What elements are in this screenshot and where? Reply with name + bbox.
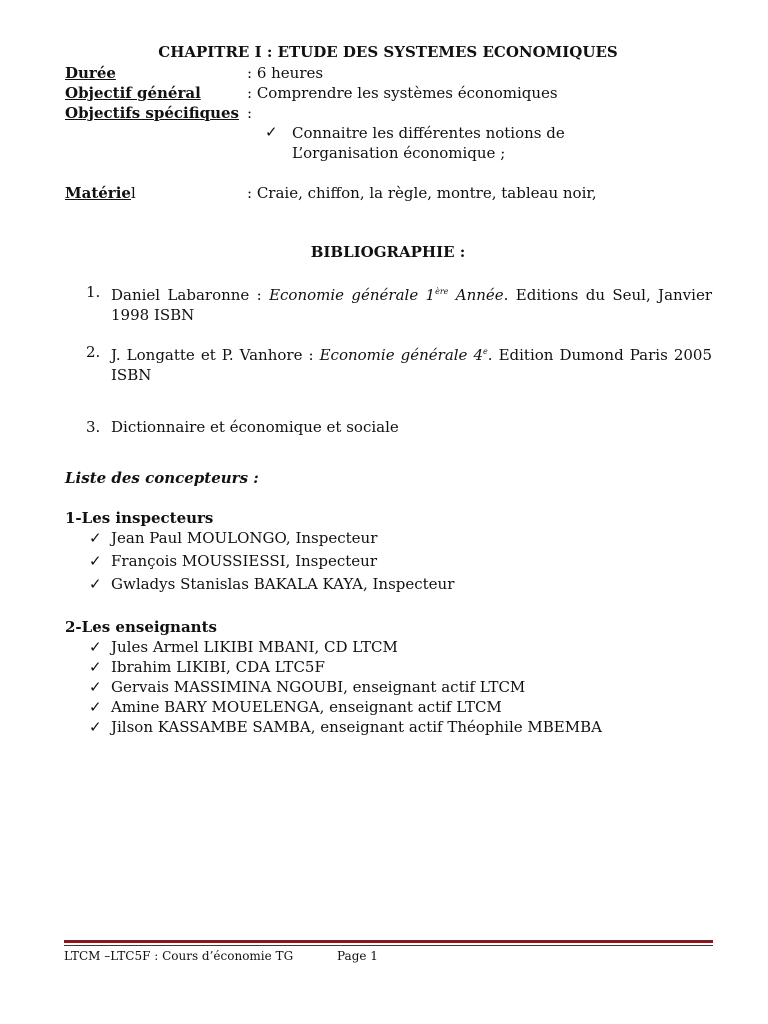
checkmark-icon: ✓ bbox=[89, 575, 102, 593]
specific-objective-line-2: L’organisation économique ; bbox=[292, 144, 506, 162]
field-value: : Comprendre les systèmes économiques bbox=[247, 84, 558, 102]
field-duree bbox=[65, 63, 715, 83]
teachers-heading: 2-Les enseignants bbox=[65, 618, 217, 636]
field-label: Objectifs spécifiques bbox=[65, 104, 240, 122]
item-work-end: Année bbox=[448, 286, 504, 304]
list-item bbox=[89, 528, 377, 548]
list-item-text: Ibrahim LIKIBI, CDA LTC5F bbox=[111, 658, 325, 676]
footer-rule-thick bbox=[64, 940, 713, 943]
field-label bbox=[65, 183, 136, 203]
inspectors-heading: 1-Les inspecteurs bbox=[65, 509, 214, 527]
item-text: Dictionnaire et économique et sociale bbox=[111, 418, 399, 436]
checkmark-icon: ✓ bbox=[89, 698, 102, 716]
item-rest: . Editions du Seul, Janvier 1998 ISBN bbox=[111, 286, 712, 324]
field-value: : Craie, chiffon, la règle, montre, tableau noir, bbox=[247, 184, 597, 202]
footer-text: LTCM –LTC5F : Cours d’économie TG bbox=[64, 949, 294, 963]
item-work-title: Economie générale 1 bbox=[269, 286, 436, 304]
item-work-sup: e bbox=[483, 347, 488, 356]
list-item-text: Jean Paul MOULONGO, Inspecteur bbox=[111, 529, 378, 547]
bibliography-title: BIBLIOGRAPHIE : bbox=[310, 243, 466, 261]
footer-rule-thin bbox=[64, 945, 713, 946]
designers-title: Liste des concepteurs : bbox=[65, 469, 259, 487]
specific-objective-line-1: Connaitre les différentes notions de bbox=[292, 124, 565, 142]
list-item bbox=[89, 717, 602, 737]
list-item-text: François MOUSSIESSI, Inspecteur bbox=[111, 552, 377, 570]
checkmark-icon: ✓ bbox=[89, 638, 102, 656]
field-label: Durée bbox=[65, 64, 116, 82]
item-author: Daniel Labaronne : bbox=[111, 286, 270, 304]
materiel-label-end: l bbox=[130, 184, 136, 202]
list-item bbox=[89, 657, 325, 677]
item-work-sup: ère bbox=[435, 287, 449, 296]
list-item-text: Jilson KASSAMBE SAMBA, enseignant actif Théophile MBEMBA bbox=[111, 718, 602, 736]
list-item-text: Jules Armel LIKIBI MBANI, CD LTCM bbox=[111, 638, 398, 656]
page-number: Page 1 bbox=[337, 949, 378, 963]
materiel-label-underlined: Matérie bbox=[65, 184, 131, 202]
checkmark-icon: ✓ bbox=[89, 529, 102, 547]
field-materiel bbox=[65, 183, 715, 203]
item-text bbox=[111, 342, 712, 385]
item-number: 2. bbox=[86, 343, 101, 361]
field-objectifs-specifiques bbox=[65, 103, 715, 123]
checkmark-icon: ✓ bbox=[89, 718, 102, 736]
checkmark-icon: ✓ bbox=[265, 123, 278, 141]
field-value: : bbox=[247, 104, 253, 122]
checkmark-icon: ✓ bbox=[89, 552, 102, 570]
item-work-title: Economie générale 4 bbox=[319, 346, 484, 364]
list-item-text: Amine BARY MOUELENGA, enseignant actif LTCM bbox=[111, 698, 502, 716]
item-author: J. Longatte et P. Vanhore : bbox=[111, 346, 320, 364]
item-work bbox=[269, 286, 504, 304]
item-number: 3. bbox=[86, 418, 101, 436]
checkmark-icon: ✓ bbox=[89, 658, 102, 676]
chapter-title: CHAPITRE I : ETUDE DES SYSTEMES ECONOMIQUES bbox=[158, 43, 618, 61]
list-item-text: Gervais MASSIMINA NGOUBI, enseignant actif LTCM bbox=[111, 678, 526, 696]
field-objectif-general bbox=[65, 83, 715, 103]
list-item bbox=[89, 697, 502, 717]
field-label: Objectif général bbox=[65, 84, 201, 102]
list-item bbox=[89, 637, 398, 657]
list-item bbox=[89, 574, 454, 594]
checkmark-icon: ✓ bbox=[89, 678, 102, 696]
item-text bbox=[111, 282, 712, 325]
item-rest: . Edition Dumond Paris 2005 ISBN bbox=[111, 346, 712, 384]
list-item bbox=[89, 677, 525, 697]
item-work bbox=[320, 346, 488, 364]
field-value: : 6 heures bbox=[247, 64, 324, 82]
list-item-text: Gwladys Stanislas BAKALA KAYA, Inspecteur bbox=[111, 575, 455, 593]
item-number: 1. bbox=[86, 283, 101, 301]
specific-objective-text bbox=[292, 123, 565, 163]
list-item bbox=[89, 551, 377, 571]
